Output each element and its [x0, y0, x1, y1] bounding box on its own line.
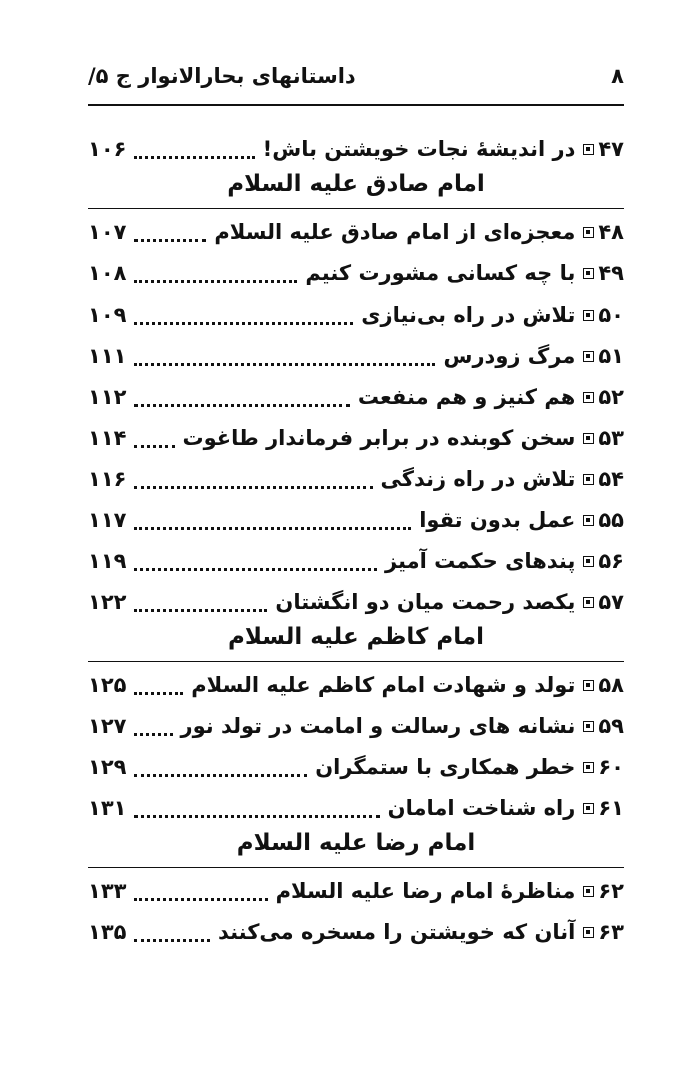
toc-entry — [88, 339, 624, 373]
entry-page: ۱۱۹ — [88, 549, 127, 573]
toc-entry — [88, 298, 624, 332]
dot-leader — [134, 503, 411, 530]
entry-page: ۱۳۳ — [88, 879, 127, 903]
section-rule — [88, 867, 624, 868]
square-bullet-icon — [583, 392, 594, 403]
entry-title: راه شناخت امامان — [387, 796, 576, 820]
square-bullet-icon — [583, 515, 594, 526]
dot-leader — [134, 256, 297, 283]
dot-leader — [134, 874, 267, 901]
square-bullet-icon — [583, 721, 594, 732]
entry-title: تلاش در راه بی‌نیازی — [361, 303, 576, 327]
entry-number: ۴۸ — [598, 220, 624, 244]
toc-entry — [88, 256, 624, 290]
dot-leader — [134, 132, 254, 159]
toc-entry — [88, 750, 624, 784]
square-bullet-icon — [583, 474, 594, 485]
dot-leader — [134, 215, 206, 242]
toc-entry — [88, 462, 624, 496]
toc-entry — [88, 791, 624, 825]
toc-entry — [88, 544, 624, 578]
entry-number: ۶۱ — [598, 796, 624, 820]
entry-title: تلاش در راه زندگی — [380, 467, 576, 491]
entry-number: ۴۹ — [598, 261, 624, 285]
entry-title: مرگ زودرس — [443, 344, 576, 368]
entry-page: ۱۰۸ — [88, 261, 127, 285]
section-heading: امام صادق علیه السلام — [227, 171, 485, 197]
dot-leader — [134, 298, 353, 325]
dot-leader — [134, 709, 172, 736]
entry-title: هم کنیز و هم منفعت — [357, 385, 576, 409]
entry-title: یکصد رحمت میان دو انگشتان — [275, 590, 576, 614]
entry-page: ۱۱۴ — [88, 426, 127, 450]
entry-title: خطر همکاری با ستمگران — [315, 755, 576, 779]
entry-page: ۱۰۶ — [88, 137, 127, 161]
entry-title: با چه کسانی مشورت کنیم — [305, 261, 576, 285]
entry-page: ۱۰۷ — [88, 220, 127, 244]
toc-entry — [88, 132, 624, 166]
dot-leader — [134, 585, 267, 612]
entry-number: ۶۰ — [598, 755, 624, 779]
entry-title: آنان که خویشتن را مسخره می‌کنند — [217, 920, 576, 944]
dot-leader — [134, 791, 379, 818]
toc-entry — [88, 915, 624, 949]
square-bullet-icon — [583, 433, 594, 444]
entry-number: ۵۷ — [598, 590, 624, 614]
square-bullet-icon — [583, 556, 594, 567]
entry-title: سخن کوبنده در برابر فرماندار طاغوت — [182, 426, 576, 450]
toc-entry — [88, 380, 624, 414]
header-rule — [88, 104, 624, 106]
entry-number: ۵۵ — [598, 508, 624, 532]
entry-page: ۱۱۷ — [88, 508, 127, 532]
dot-leader — [134, 750, 307, 777]
entry-title: پندهای حکمت آمیز — [384, 549, 576, 573]
square-bullet-icon — [583, 310, 594, 321]
entry-page: ۱۱۶ — [88, 467, 127, 491]
entry-number: ۶۲ — [598, 879, 624, 903]
book-title: داستانهای بحارالانوار ج ۵/ — [88, 64, 356, 88]
square-bullet-icon — [583, 803, 594, 814]
square-bullet-icon — [583, 762, 594, 773]
entry-number: ۵۴ — [598, 467, 624, 491]
square-bullet-icon — [583, 351, 594, 362]
toc-entry — [88, 874, 624, 908]
square-bullet-icon — [583, 227, 594, 238]
entry-number: ۵۳ — [598, 426, 624, 450]
entry-page: ۱۳۱ — [88, 796, 127, 820]
dot-leader — [134, 380, 349, 407]
entry-page: ۱۲۹ — [88, 755, 127, 779]
running-header — [88, 58, 624, 94]
entry-page: ۱۰۹ — [88, 303, 127, 327]
square-bullet-icon — [583, 144, 594, 155]
toc-entry — [88, 668, 624, 702]
dot-leader — [134, 421, 174, 448]
entry-page: ۱۲۲ — [88, 590, 127, 614]
toc-entry — [88, 709, 624, 743]
square-bullet-icon — [583, 927, 594, 938]
entry-number: ۵۰ — [598, 303, 624, 327]
entry-number: ۵۹ — [598, 714, 624, 738]
entry-number: ۶۳ — [598, 920, 624, 944]
entry-title: تولد و شهادت امام کاظم علیه السلام — [191, 673, 576, 697]
entry-number: ۵۲ — [598, 385, 624, 409]
entry-title: در اندیشهٔ نجات خویشتن باش! — [262, 137, 576, 161]
entry-title: مناظرهٔ امام رضا علیه السلام — [275, 879, 576, 903]
entry-number: ۵۸ — [598, 673, 624, 697]
section-heading: امام کاظم علیه السلام — [227, 624, 485, 650]
toc-entry — [88, 585, 624, 619]
toc-entry — [88, 215, 624, 249]
square-bullet-icon — [583, 886, 594, 897]
square-bullet-icon — [583, 597, 594, 608]
toc-entry — [88, 421, 624, 455]
dot-leader — [134, 544, 377, 571]
entry-page: ۱۳۵ — [88, 920, 127, 944]
dot-leader — [134, 668, 183, 695]
toc-entry — [88, 503, 624, 537]
entry-title: معجزه‌ای از امام صادق علیه السلام — [214, 220, 576, 244]
entry-title: عمل بدون تقوا — [419, 508, 576, 532]
entry-page: ۱۲۷ — [88, 714, 127, 738]
square-bullet-icon — [583, 680, 594, 691]
entry-page: ۱۲۵ — [88, 673, 127, 697]
section-rule — [88, 661, 624, 662]
page-number: ۸ — [611, 64, 624, 88]
square-bullet-icon — [583, 268, 594, 279]
entry-page: ۱۱۱ — [88, 344, 127, 368]
dot-leader — [134, 462, 372, 489]
entry-page: ۱۱۲ — [88, 385, 127, 409]
section-heading: امام رضا علیه السلام — [236, 830, 476, 856]
entry-number: ۴۷ — [598, 137, 624, 161]
section-rule — [88, 208, 624, 209]
dot-leader — [134, 915, 209, 942]
entry-title: نشانه های رسالت و امامت در تولد نور — [180, 714, 576, 738]
entry-number: ۵۶ — [598, 549, 624, 573]
dot-leader — [134, 339, 435, 366]
entry-number: ۵۱ — [598, 344, 624, 368]
